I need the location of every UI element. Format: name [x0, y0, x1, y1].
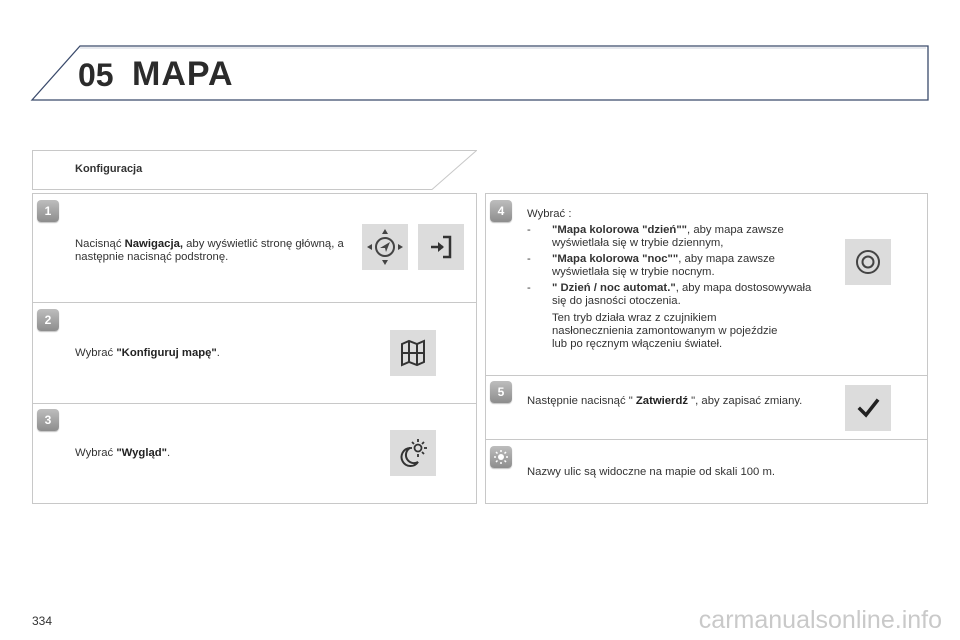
step-5-text: Następnie nacisnąć " Zatwierdź ", aby zapisać zmiany. [527, 395, 803, 407]
navigation-joystick-icon [362, 224, 408, 270]
divider [485, 375, 928, 376]
watermark: carmanualsonline.info [698, 606, 942, 634]
step-3-text: Wybrać "Wygląd". [75, 447, 171, 459]
step-badge-5: 5 [490, 381, 512, 403]
step-badge-2: 2 [37, 309, 59, 331]
enter-submenu-icon [418, 224, 464, 270]
step-2-text: Wybrać "Konfiguruj mapę". [75, 347, 220, 359]
divider [485, 439, 928, 440]
step-4-note: Ten tryb działa wraz z czujnikiem nasłonecznienia zamontowanym w pojeździe lub po ręcznym włączeniu świateł. [552, 312, 778, 350]
step-badge-1: 1 [37, 200, 59, 222]
tip-text: Nazwy ulic są widoczne na mapie od skali 100 m. [527, 466, 776, 478]
checkmark-icon [845, 385, 891, 431]
section-title: Konfiguracja [75, 163, 143, 175]
step-4-intro: Wybrać : [527, 208, 572, 220]
chapter-title: MAPA [132, 55, 234, 93]
divider [32, 403, 477, 404]
divider [32, 302, 477, 303]
chapter-number: 05 [78, 57, 114, 93]
map-folded-icon [390, 330, 436, 376]
step-badge-4: 4 [490, 200, 512, 222]
day-night-icon [390, 430, 436, 476]
step-1-text: Nacisnąć Nawigacja, aby wyświetlić stronę główną, a następnie nacisnąć podstronę. [75, 238, 344, 263]
step-badge-3: 3 [37, 409, 59, 431]
page-number: 334 [32, 614, 53, 628]
radio-select-icon [845, 239, 891, 285]
list-item: - " Dzień / noc automat.", aby mapa dostosowywała się do jasności otoczenia. [527, 282, 812, 307]
list-item: - "Mapa kolorowa "noc"", aby mapa zawsze wyświetlała się w trybie nocnym. [527, 253, 775, 278]
list-item: - "Mapa kolorowa "dzień"", aby mapa zawsze wyświetlała się w trybie dziennym, [527, 224, 784, 249]
sun-tip-icon [490, 446, 512, 468]
